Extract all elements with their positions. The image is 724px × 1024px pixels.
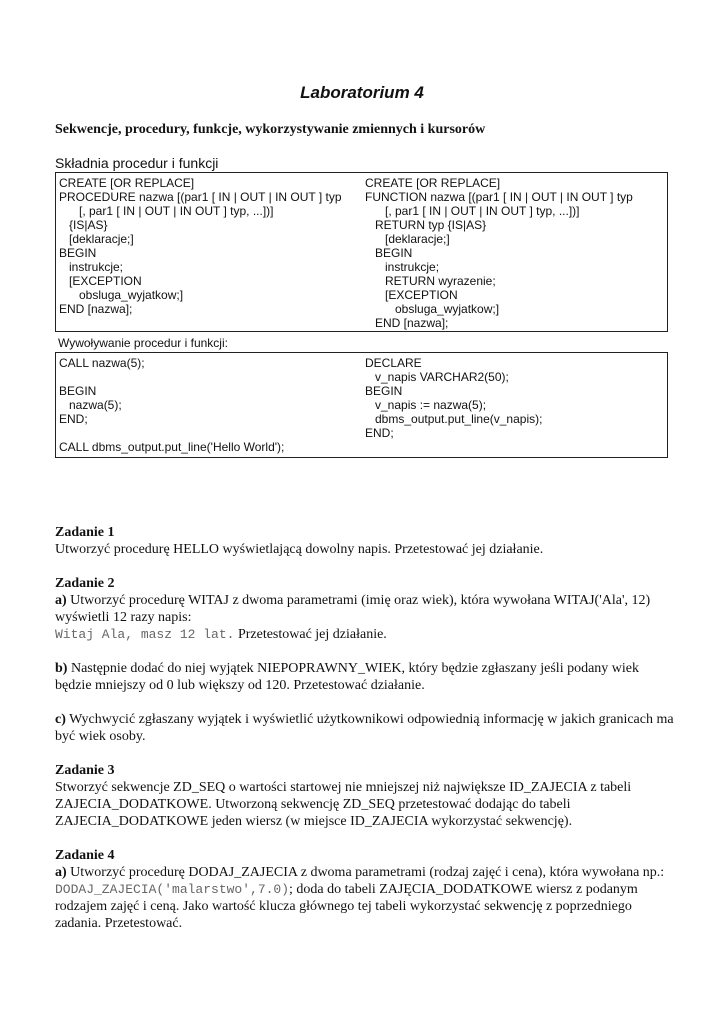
task-4a (55, 864, 675, 932)
invocation-procedure: CALL nazwa(5); BEGIN nazwa(5); END; CALL dbms_output.put_line('Hello World'); (59, 356, 285, 454)
task-4a-after: ; doda do tabeli ZAJĘCIA_DODATKOWE wiersz z podanym rodzajem zajęć i ceną. Jako wartość klucza głównego tej tabeli wykorzystać sekwencję z poprzedniego zadania. Przetestować. (55, 882, 638, 931)
task-2c (55, 711, 675, 745)
task-2c-text: Wychwycić zgłaszany wyjątek i wyświetlić użytkownikowi odpowiednią informację w jakich granicach ma być wiek osoby. (55, 712, 674, 744)
task-3-text: Stworzyć sekwencje ZD_SEQ o wartości startowej nie mniejszej niż największe ID_ZAJECIA z tabeli ZAJECIA_DODATKOWE. Utworzoną sekwencję ZD_SEQ przetestować dodając do tabeli ZAJECIA_DODATKOWE jeden wiersz (w miejsce ID_ZAJECIA wykorzystać sekwencję). (55, 780, 632, 829)
task-4a-code: DODAJ_ZAJECIA('malarstwo',7.0) (55, 882, 290, 897)
task-2a (55, 592, 675, 643)
task-2b-text: Następnie dodać do niej wyjątek NIEPOPRAWNY_WIEK, który będzie zgłaszany jeśli podany wiek będzie mniejszy od 0 lub większy od 120. Przetestować działanie. (55, 661, 640, 693)
task-2c-label: c) (55, 712, 66, 727)
tasks-section (55, 524, 675, 932)
invocation-table (55, 352, 668, 458)
function-syntax: CREATE [OR REPLACE] FUNCTION nazwa [(par1 [ IN | OUT | IN OUT ] typ [, par1 [ IN | OUT | IN OUT ] typ, ...])] RETURN typ {IS|AS} [deklaracje;] BEGIN instrukcje; RETURN wyrazenie; [EXCEPTION obsluga_wyjatkow;] END [nazwa]; (365, 176, 633, 330)
invocation-label: Wywoływanie procedur i funkcji: (58, 336, 228, 350)
task-4-heading: Zadanie 4 (55, 848, 115, 863)
task-2b-label: b) (55, 661, 68, 676)
task-1-text: Utworzyć procedurę HELLO wyświetlającą dowolny napis. Przetestować jej działanie. (55, 542, 544, 557)
syntax-table (55, 172, 668, 332)
task-2a-text: Utworzyć procedurę WITAJ z dwoma parametrami (imię oraz wiek), która wywołana WITAJ('Ala', 12) wyświetli 12 razy napis: (55, 593, 651, 625)
task-4a-text: Utworzyć procedurę DODAJ_ZAJECIA z dwoma parametrami (rodzaj zajęć i cena), która wywołana np.: (66, 865, 665, 880)
page-title: Laboratorium 4 (300, 83, 424, 102)
syntax-label: Składnia procedur i funkcji (55, 155, 219, 171)
procedure-syntax: CREATE [OR REPLACE] PROCEDURE nazwa [(par1 [ IN | OUT | IN OUT ] typ [, par1 [ IN | OUT | IN OUT ] typ, ...])] {IS|AS} [deklaracje;] BEGIN instrukcje; [EXCEPTION obsluga_wyjatkow;] END [nazwa]; (59, 176, 342, 316)
task-2a-label: a) (55, 593, 67, 608)
task-1-heading: Zadanie 1 (55, 525, 115, 540)
task-2a-after: Przetestować jej działanie. (234, 627, 387, 642)
invocation-function: DECLARE v_napis VARCHAR2(50); BEGIN v_napis := nazwa(5); dbms_output.put_line(v_napis); END; (365, 356, 543, 440)
task-2b (55, 660, 675, 694)
task-3-heading: Zadanie 3 (55, 763, 115, 778)
task-2-heading: Zadanie 2 (55, 576, 115, 591)
task-4a-label: a) (55, 865, 67, 880)
task-2a-code: Witaj Ala, masz 12 lat. (55, 627, 235, 642)
page-subtitle: Sekwencje, procedury, funkcje, wykorzystywanie zmiennych i kursorów (55, 122, 486, 137)
